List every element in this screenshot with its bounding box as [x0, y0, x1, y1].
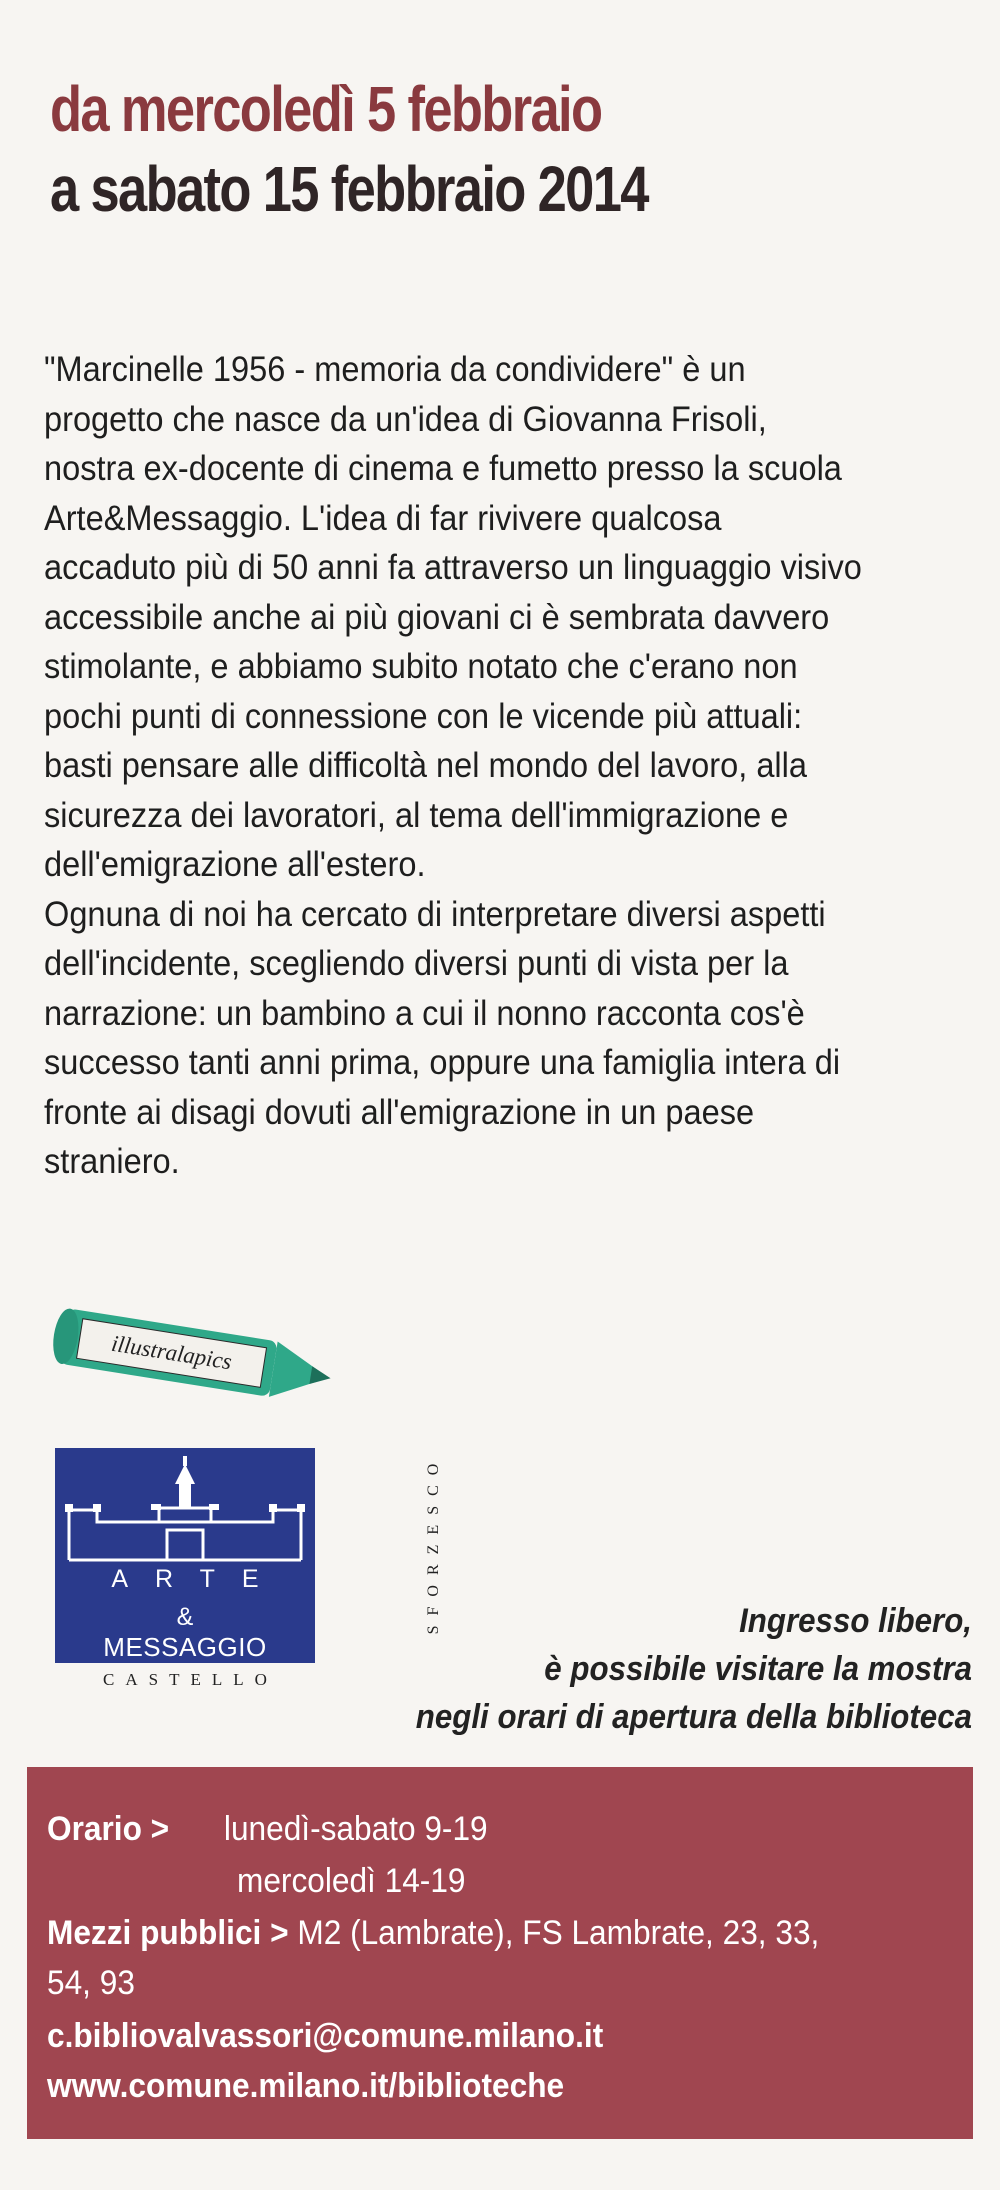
website-link[interactable]: www.comune.milano.it/biblioteche [47, 2067, 565, 2105]
arte-messaggio-logo [55, 1448, 315, 1663]
logo-ampersand: & [176, 1603, 194, 1631]
free-entry-line-1: Ingresso libero, [739, 1602, 972, 1640]
opening-hours-weekdays: lunedì-sabato 9-19 [223, 1810, 488, 1848]
free-entry-line-2: è possibile visitare la mostra [544, 1650, 972, 1688]
logo-messaggio-text: MESSAGGIO [103, 1632, 267, 1662]
description-paragraph-2: Ognuna di noi ha cercato di interpretare diversi aspetti dell'incidente, scegliendo diversi punti di vista per la narrazione: un bambino a cui il nonno racconta cos'è successo tanti anni prima, oppure una famiglia intera di fronte ai disagi dovuti all'emigrazione in un paese straniero. [44, 894, 841, 1181]
castle-icon [55, 1448, 315, 1568]
logo-sforzesco-text: SFORZESCO [425, 1453, 442, 1635]
opening-hours-wednesday: mercoledì 14-19 [237, 1862, 466, 1900]
date-range-end: a sabato 15 febbraio 2014 [50, 153, 648, 225]
illustralapics-pencil-logo [40, 1298, 340, 1418]
logo-arte-text: ARTE [111, 1565, 286, 1593]
description-text [44, 345, 900, 1187]
opening-hours [47, 1812, 488, 1846]
pencil-label: illustralapics [109, 1330, 234, 1375]
description-paragraph-1: "Marcinelle 1956 - memoria da condividere" è un progetto che nasce da un'idea di Giovanna Frisoli, nostra ex-docente di cinema e fumetto presso la scuola Arte&Messaggio. L'idea di far rivivere qualcosa accaduto più di 50 anni fa attraverso un linguaggio visivo accessibile anche ai più giovani ci è sembrata davvero stimolante, e abbiamo subito notato che c'erano non pochi punti di connessione con le vicende più attuali: basti pensare alle difficoltà nel mondo del lavoro, alla sicurezza dei lavoratori, al tema dell'immigrazione e dell'emigrazione all'estero. [44, 350, 862, 884]
public-transport [47, 1916, 819, 1950]
info-box [27, 1767, 973, 2139]
free-entry-notice [328, 1597, 972, 1741]
free-entry-line-3: negli orari di apertura della biblioteca [415, 1698, 972, 1736]
date-range-start: da mercoledì 5 febbraio [50, 73, 602, 145]
contact-email[interactable]: c.bibliovalvassori@comune.milano.it [47, 2017, 604, 2055]
public-transport-label: Mezzi pubblici > [47, 1914, 289, 1952]
opening-hours-label: Orario > [47, 1810, 170, 1848]
public-transport-lines-cont: 54, 93 [47, 1964, 135, 2002]
logo-castello-text: CASTELLO [103, 1670, 278, 1689]
public-transport-lines: M2 (Lambrate), FS Lambrate, 23, 33, [297, 1914, 820, 1952]
